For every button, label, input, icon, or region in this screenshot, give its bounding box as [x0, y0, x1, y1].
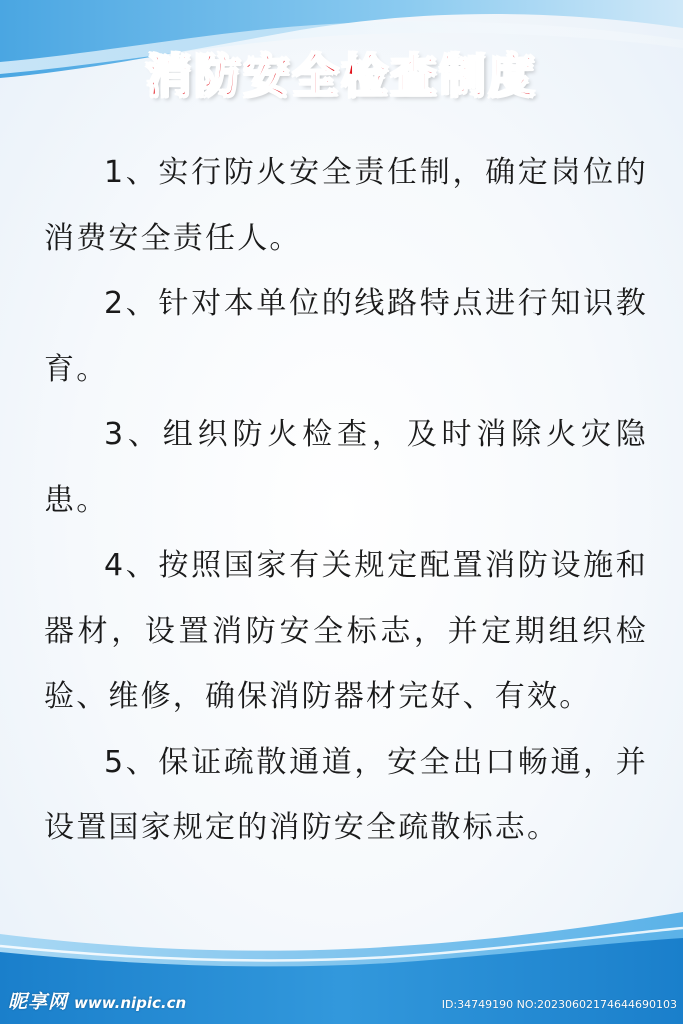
rule-item-1: 1、实行防火安全责任制，确定岗位的消费安全责任人。: [44, 155, 648, 256]
watermark-logo: [8, 987, 186, 1014]
rule-item-4: 4、按照国家有关规定配置消防设施和器材，设置消防安全标志，并定期组织检验、维修，确保消防器材完好、有效。: [44, 548, 648, 714]
rule-item-3: 3、组织防火检查，及时消除火灾隐患。: [44, 417, 648, 518]
rule-item-5: 5、保证疏散通道，安全出口畅通，并设置国家规定的消防安全疏散标志。: [44, 744, 648, 845]
poster-title: 消防安全检查制度: [145, 49, 538, 103]
watermark-id: ID:34749190 NO:20230602174644690103: [441, 998, 677, 1011]
watermark-logo-text: 昵享网: [8, 991, 69, 1013]
rules-list: [44, 140, 648, 861]
watermark-url: www.nipic.cn: [74, 994, 187, 1012]
rule-item-2: 2、针对本单位的线路特点进行知识教育。: [44, 286, 648, 387]
